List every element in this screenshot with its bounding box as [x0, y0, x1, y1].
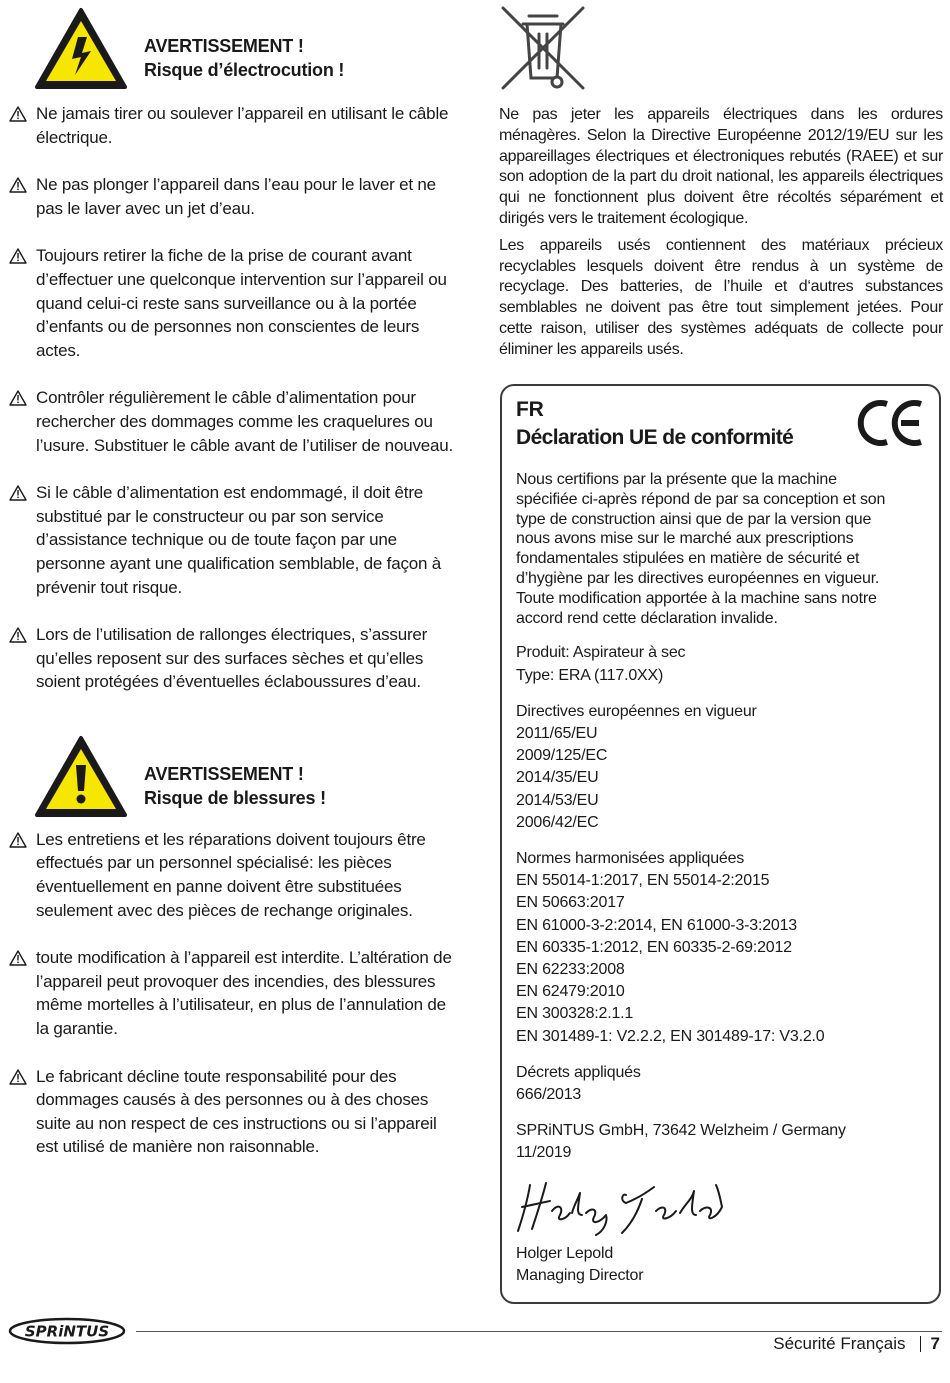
page-number: 7: [930, 1334, 940, 1353]
directive-item: 2014/53/EU: [516, 791, 599, 809]
declaration-title: Déclaration UE de conformité: [516, 426, 794, 449]
norms-list: [516, 848, 925, 1048]
norm-item: EN 300328:2.1.1: [516, 1005, 634, 1023]
directive-item: 2009/125/EC: [516, 747, 608, 765]
signer-info: [516, 1243, 925, 1287]
signer-name: Holger Lepold: [516, 1244, 614, 1262]
warning-heading: AVERTISSEMENT !: [144, 36, 304, 56]
warning-item-text: Lors de l’utilisation de rallonges électriques, s’assurer qu’elles reposent sur des surfaces sèches et qu’elles soient protégées d’éventuelles éclaboussures d’eau.: [36, 625, 428, 692]
directives-heading: Directives européennes en vigueur: [516, 702, 757, 720]
disposal-paragraph: Ne pas jeter les appareils électriques dans les ordures ménagères. Selon la Directive Européenne 2012/19/EU sur les appareillages électriques et électroniques rebutés (RAEE) et sur son adoption de la part du droit national, les appareils électriques qui ne fonctionnent plus doivent être récoltés séparément et dirigés vers le traitement écologique.: [499, 106, 943, 227]
norm-item: EN 61000-3-2:2014, EN 61000-3-3:2013: [516, 916, 798, 934]
small-warning-triangle-icon: [8, 248, 28, 264]
warning-item: [8, 102, 454, 149]
intro-line: nous avons mise sur le marché aux prescriptions: [516, 530, 854, 548]
warning-item: [8, 946, 454, 1040]
small-warning-triangle-icon: [8, 390, 28, 406]
disposal-paragraph: Les appareils usés contiennent des matériaux précieux recyclables lesquels doivent être rendus à un système de recyclage. Des batteries, de l’huile et d‘autres substances semblables ne doivent pas être tout simplement jetées. Pour cette raison, utiliser des systèmes adéquats de collecte pour éliminer les appareils usés.: [499, 236, 943, 358]
electric-warning-header: [8, 4, 454, 94]
ce-mark-icon: [855, 398, 925, 448]
intro-line: type de construction ainsi que de par la version que: [516, 510, 872, 528]
warning-item-text: toute modification à l’appareil est interdite. L’altération de l’appareil peut provoquer des incendies, des blessures même mortelles à l’utilisateur, en plus de l’annulation de la garantie.: [36, 948, 452, 1039]
directive-item: 2011/65/EU: [516, 724, 598, 742]
exclamation-warning-icon: [34, 735, 128, 819]
injury-warning-header: [8, 732, 454, 822]
warning-subheading: Risque d’électrocution !: [144, 60, 345, 80]
electric-warning-title: [144, 34, 344, 82]
warning-item: [8, 244, 454, 362]
declaration-language: FR: [516, 398, 544, 421]
norm-item: EN 62479:2010: [516, 983, 625, 1001]
safety-column: [8, 4, 454, 1159]
warning-item-text: Ne jamais tirer ou soulever l’appareil en utilisant le câble électrique.: [36, 104, 449, 147]
intro-line: Nous certifions par la présente que la machine: [516, 471, 837, 488]
norm-item: EN 55014-1:2017, EN 55014-2:2015: [516, 872, 770, 890]
company-info: [516, 1120, 925, 1164]
intro-line: Toute modification apportée à la machine sans notre: [516, 589, 877, 607]
handwritten-signature-icon: [516, 1177, 726, 1237]
small-warning-triangle-icon: [8, 950, 28, 966]
small-warning-triangle-icon: [8, 832, 28, 848]
norms-heading: Normes harmonisées appliquées: [516, 850, 745, 867]
decrees-heading: Décrets appliqués: [516, 1063, 641, 1081]
intro-line: accord rend cette déclaration invalide.: [516, 609, 778, 627]
warning-heading: AVERTISSEMENT !: [144, 763, 304, 784]
declaration-date: 11/2019: [516, 1144, 572, 1162]
warning-item: [8, 623, 454, 694]
intro-line: spécifiée ci-après répond de par sa conception et son: [516, 490, 886, 508]
intro-line: fondamentales stipulées en matière de sécurité et: [516, 550, 860, 568]
electric-shock-warning-icon: [34, 7, 128, 91]
norm-item: EN 60335-1:2012, EN 60335-2-69:2012: [516, 938, 792, 956]
small-warning-triangle-icon: [8, 106, 28, 122]
product-type: Type: ERA (117.0XX): [516, 666, 664, 684]
warning-item: [8, 1065, 454, 1159]
directive-item: 2014/35/EU: [516, 769, 599, 787]
disposal-text: [499, 105, 943, 361]
warning-item-text: Le fabricant décline toute responsabilité pour des dommages causés à des personnes ou à des choses suite au non respect de ces instructions ou si l’appareil est utilisé de manière non raisonnable.: [36, 1066, 437, 1157]
footer-separator: [920, 1336, 921, 1352]
warning-item-text: Si le câble d’alimentation est endommagé, il doit être substitué par le constructeur ou par son service d’assistance technique ou de toute façon par une personne ayant une qualification semblable, de façon à prévenir tout risque.: [36, 483, 442, 597]
crossed-out-wheelie-bin-icon: [499, 4, 587, 94]
footer-rule: [136, 1331, 942, 1332]
footer-section: Sécurité Français: [773, 1334, 906, 1353]
warning-subheading: Risque de blessures !: [144, 787, 326, 808]
warning-item-text: Ne pas plonger l’appareil dans l’eau pour le laver et ne pas le laver avec un jet d’eau.: [36, 175, 436, 218]
norm-item: EN 301489-1: V2.2.2, EN 301489-17: V3.2.0: [516, 1027, 825, 1045]
decrees-list: [516, 1062, 925, 1106]
product-info: [516, 642, 925, 686]
warning-item: [8, 173, 454, 220]
disposal-column: [499, 4, 943, 361]
signer-role: Managing Director: [516, 1266, 644, 1284]
warning-item-text: Les entretiens et les réparations doivent toujours être effectués par un personnel spécialisé: les pièces éventuellement en panne doivent être substituées seulement avec des pièces de rechange originales.: [36, 829, 426, 920]
warning-item: [8, 386, 454, 457]
eu-declaration-box: [500, 384, 941, 1304]
warning-item-text: Toujours retirer la fiche de la prise de courant avant d’effectuer une quelconque intervention sur l’appareil ou quand celui-ci reste sans surveillance ou à la portée d’enfants ou de personnes non conscientes de leurs actes.: [36, 246, 447, 360]
warning-item-text: Contrôler régulièrement le câble d’alimentation pour rechercher des dommages comme les craquelures ou l’usure. Substituer le câble avant de l’utiliser de nouveau.: [36, 388, 454, 455]
warning-item: [8, 828, 454, 922]
company-address: SPRiNTUS GmbH, 73642 Welzheim / Germany: [516, 1122, 846, 1140]
product-name: Produit: Aspirateur à sec: [516, 644, 686, 662]
declaration-intro: [516, 470, 925, 628]
directives-list: [516, 701, 925, 834]
warning-item: [8, 481, 454, 599]
norm-item: EN 50663:2017: [516, 894, 625, 912]
footer-brand: SPRiNTUS: [24, 1322, 110, 1341]
small-warning-triangle-icon: [8, 177, 28, 193]
page-footer: [773, 1334, 940, 1354]
decree-item: 666/2013: [516, 1086, 582, 1104]
directive-item: 2006/42/EC: [516, 813, 599, 831]
small-warning-triangle-icon: [8, 1069, 28, 1085]
small-warning-triangle-icon: [8, 627, 28, 643]
norm-item: EN 62233:2008: [516, 961, 625, 979]
sprintus-logo: [8, 1317, 126, 1345]
injury-warning-title: [144, 762, 326, 810]
small-warning-triangle-icon: [8, 485, 28, 501]
intro-line: d’hygiène par les directives européennes en vigueur.: [516, 569, 880, 587]
